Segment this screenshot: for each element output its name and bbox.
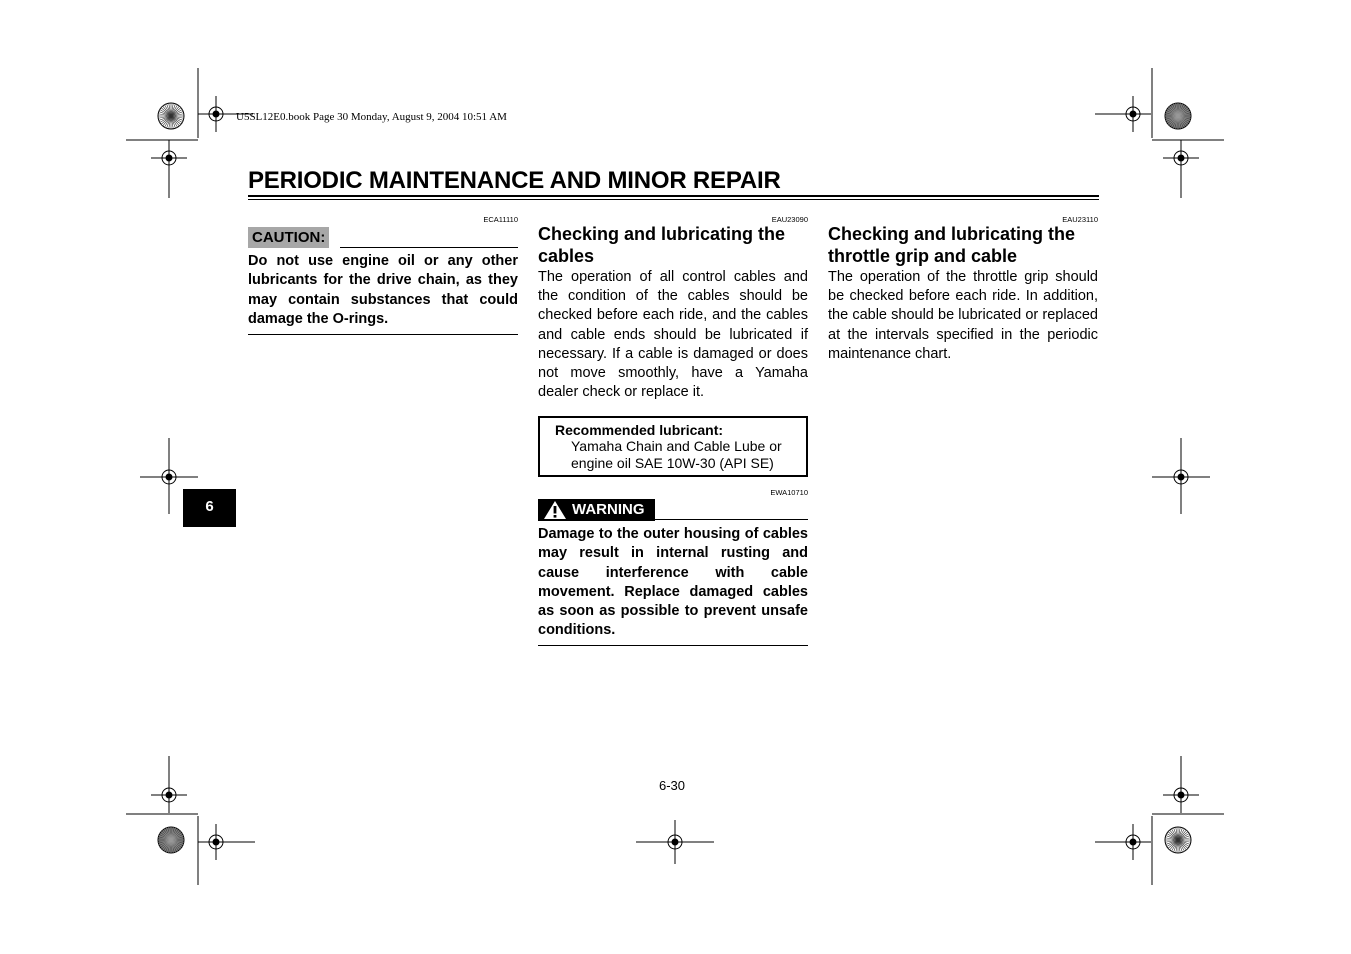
warning-end-rule <box>538 645 808 646</box>
warning-triangle-icon <box>544 501 566 519</box>
throttle-section-heading <box>828 223 1098 267</box>
warning-text: Damage to the outer housing of cables may result in internal rusting and cause interference with cable movement. Replace damaged cables as soon as possible to prevent unsafe conditions. <box>538 526 808 639</box>
section-code: EAU23090 <box>771 215 808 224</box>
warning-rule <box>655 519 808 520</box>
caution-badge: CAUTION: <box>248 227 329 248</box>
book-file-header: U5SL12E0.book Page 30 Monday, August 9, 2004 10:51 AM <box>236 111 507 123</box>
registration-sunburst <box>158 827 184 853</box>
page-title: PERIODIC MAINTENANCE AND MINOR REPAIR <box>248 167 781 194</box>
throttle-section-code: EAU23110 <box>1062 215 1098 224</box>
lubricant-line1: Yamaha Chain and Cable Lube or <box>571 438 782 454</box>
caution-end-rule <box>248 334 518 335</box>
lubricant-title: Recommended lubricant: <box>555 422 724 438</box>
page-number: 6-30 <box>658 778 686 793</box>
lubricant-line2: engine oil SAE 10W-30 (API SE) <box>571 454 774 471</box>
section-heading <box>538 223 808 267</box>
registration-crosshair <box>1115 824 1151 860</box>
chapter-tab: 6 <box>183 489 236 527</box>
registration-crosshair <box>1115 96 1151 132</box>
lubricant-text <box>571 438 782 471</box>
registration-crosshair <box>1163 140 1199 176</box>
throttle-heading-line2: throttle grip and cable <box>828 246 1018 266</box>
registration-crosshair <box>198 96 234 132</box>
recommended-lubricant-box <box>538 416 808 477</box>
registration-crosshair <box>151 140 187 176</box>
section-heading-line1: Checking and lubricating the <box>538 224 786 244</box>
warning-code: EWA10710 <box>770 488 808 497</box>
registration-sunburst <box>158 103 184 129</box>
warning-label: WARNING <box>572 501 645 518</box>
throttle-section-body: The operation of the throttle grip should be checked before each ride. In addition, the cable should be lubricated or replaced at the intervals specified in the periodic maintenance chart. <box>828 269 1098 362</box>
registration-crosshair <box>198 824 234 860</box>
registration-sunburst <box>1165 827 1191 853</box>
registration-crosshair <box>1163 459 1199 495</box>
title-rule <box>248 195 1099 197</box>
section-heading-line2: cables <box>538 246 595 266</box>
registration-crosshair <box>1163 777 1199 813</box>
registration-crosshair <box>151 777 187 813</box>
throttle-heading-line1: Checking and lubricating the <box>828 224 1076 244</box>
title-rule-thin <box>248 199 1099 200</box>
caution-code: ECA11110 <box>483 215 518 224</box>
section-body: The operation of all control cables and the condition of the cables should be checked before each ride, and the cables and cable ends should be lubricated if necessary. If a cable is damaged or does not move smoothly, have a Yamaha dealer check or replace it. <box>538 269 808 401</box>
registration-crosshair <box>151 459 187 495</box>
caution-text: Do not use engine oil or any other lubricants for the drive chain, as they may contain substances that could damage the O-rings. <box>248 253 518 327</box>
caution-rule <box>340 247 518 248</box>
registration-sunburst <box>1165 103 1191 129</box>
warning-badge <box>538 499 655 521</box>
registration-crosshair <box>657 824 693 860</box>
